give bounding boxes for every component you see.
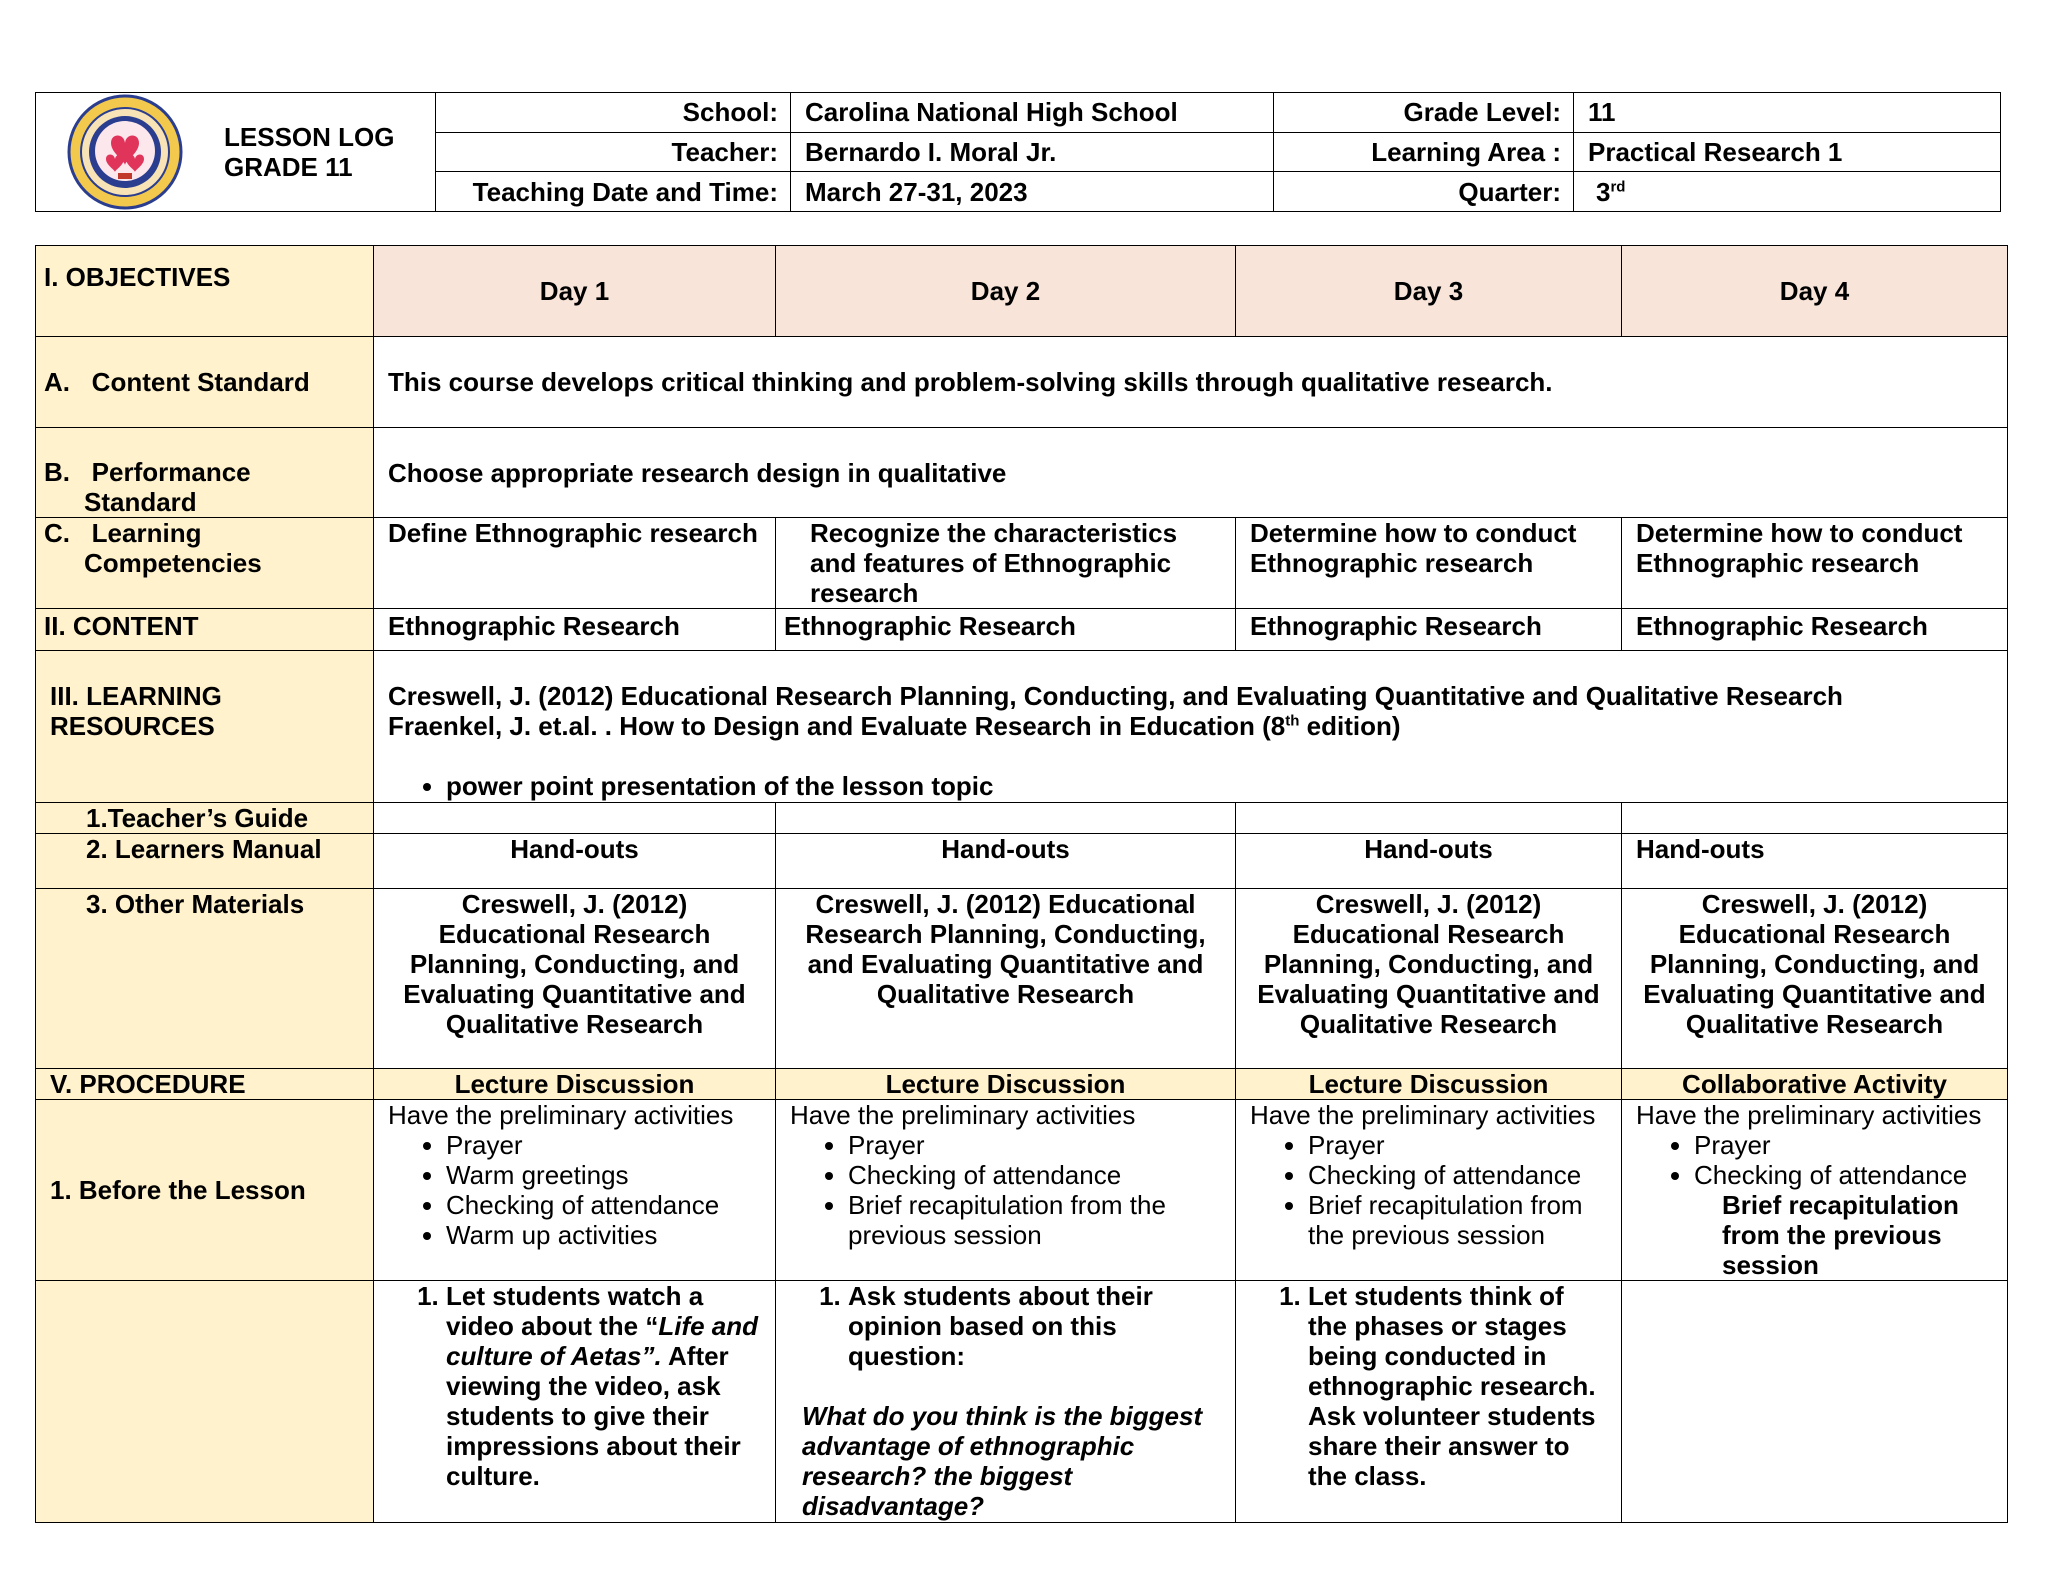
quarter-label: Quarter:: [1274, 172, 1574, 212]
learning-resources-text: [374, 651, 2008, 803]
resource-reference-2-text: Fraenkel, J. et.al. . How to Design and Evaluate Research in Education (8: [388, 711, 1286, 741]
activity-day-2-item: 1. Ask students about their opinion based on this question:: [848, 1281, 1221, 1371]
competency-day-3: Determine how to conduct Ethnographic research: [1236, 518, 1622, 609]
title-line-2: GRADE 11: [224, 152, 353, 182]
teachers-guide-day-1: [374, 803, 776, 834]
teaching-date-label: Teaching Date and Time:: [436, 172, 791, 212]
content-day-2: Ethnographic Research: [776, 609, 1236, 651]
competency-day-2: Recognize the characteristics and features of Ethnographic research: [776, 518, 1236, 609]
before-lesson-day-1-item: • Prayer: [446, 1130, 761, 1160]
teachers-guide-row: [36, 803, 2008, 834]
procedure-label: V. PROCEDURE: [36, 1069, 374, 1100]
quarter-number: 3: [1596, 176, 1611, 207]
learners-manual-day-4: Hand-outs: [1622, 834, 2008, 889]
header-table: [35, 92, 2001, 212]
procedure-day-4: Collaborative Activity: [1622, 1069, 2008, 1100]
quarter-value: [1574, 172, 2001, 212]
activity-day-2: [776, 1281, 1236, 1523]
day-4-header: Day 4: [1622, 246, 2008, 337]
procedure-day-2: Lecture Discussion: [776, 1069, 1236, 1100]
title-line-1: LESSON LOG: [224, 122, 395, 152]
procedure-day-3: Lecture Discussion: [1236, 1069, 1622, 1100]
before-lesson-day-4-item: • Prayer: [1694, 1130, 1993, 1160]
day-3-header: Day 3: [1236, 246, 1622, 337]
learning-area-label: Learning Area :: [1274, 132, 1574, 172]
learning-resources-label: [36, 651, 374, 803]
activity-day-2-question: What do you think is the biggest advantage of ethnographic research? the biggest disadvantage?: [802, 1401, 1203, 1521]
performance-standard-letter: B.: [44, 457, 70, 487]
performance-standard-label: [36, 428, 374, 518]
performance-standard-label-line1: Performance: [91, 457, 251, 487]
before-lesson-intro-day-2: Have the preliminary activities: [790, 1100, 1136, 1130]
other-materials-day-2: Creswell, J. (2012) Educational Research Planning, Conducting, and Evaluating Quantitative and Qualitative Research: [776, 889, 1236, 1069]
other-materials-day-1: Creswell, J. (2012) Educational Research Planning, Conducting, and Evaluating Quantitative and Qualitative Research: [374, 889, 776, 1069]
teachers-guide-day-2: [776, 803, 1236, 834]
other-materials-label: 3. Other Materials: [36, 889, 374, 1069]
content-day-1: Ethnographic Research: [374, 609, 776, 651]
before-lesson-day-3-item: • Prayer: [1308, 1130, 1607, 1160]
procedure-day-1: Lecture Discussion: [374, 1069, 776, 1100]
learners-manual-label: 2. Learners Manual: [36, 834, 374, 889]
header-title-cell: [36, 93, 436, 212]
activity-day-3-item: 1. Let students think of the phases or stages being conducted in ethnographic research. Ask volunteer students share their answer to the class.: [1308, 1281, 1607, 1491]
resource-bullet: • power point presentation of the lesson topic: [446, 771, 1993, 801]
day-2-header: Day 2: [776, 246, 1236, 337]
performance-standard-label-line2: Standard: [84, 487, 197, 517]
school-value: Carolina National High School: [791, 93, 1274, 133]
activity-label: [36, 1281, 374, 1523]
before-lesson-day-4-recap: Brief recapitulation from the previous session: [1722, 1190, 1959, 1280]
learners-manual-day-3: Hand-outs: [1236, 834, 1622, 889]
content-label: II. CONTENT: [36, 609, 374, 651]
content-day-3: Ethnographic Research: [1236, 609, 1622, 651]
resource-reference-2-sup: th: [1285, 712, 1300, 730]
before-lesson-day-1-item: • Warm greetings: [446, 1160, 761, 1190]
quarter-suffix: rd: [1610, 178, 1626, 195]
activity-day-4: [1622, 1281, 2008, 1523]
content-standard-row: [36, 337, 2008, 428]
competency-day-1: Define Ethnographic research: [374, 518, 776, 609]
learners-manual-row: [36, 834, 2008, 889]
before-lesson-day-3: [1236, 1100, 1622, 1281]
content-day-4: Ethnographic Research: [1622, 609, 2008, 651]
learning-resources-label-line1: III. LEARNING: [50, 681, 222, 711]
before-lesson-day-2: [776, 1100, 1236, 1281]
before-lesson-intro-day-4: Have the preliminary activities: [1636, 1100, 1982, 1130]
learning-competencies-letter: C.: [44, 518, 70, 548]
other-materials-day-3: Creswell, J. (2012) Educational Research Planning, Conducting, and Evaluating Quantitative and Qualitative Research: [1236, 889, 1622, 1069]
teachers-guide-label: 1.Teacher’s Guide: [36, 803, 374, 834]
other-materials-day-4: Creswell, J. (2012) Educational Research Planning, Conducting, and Evaluating Quantitative and Qualitative Research: [1622, 889, 2008, 1069]
objectives-label: I. OBJECTIVES: [36, 246, 374, 337]
content-standard-text: This course develops critical thinking and problem-solving skills through qualitative research.: [374, 337, 2008, 428]
teacher-value: Bernardo I. Moral Jr.: [791, 132, 1274, 172]
other-materials-row: [36, 889, 2008, 1069]
teachers-guide-day-4: [1622, 803, 2008, 834]
before-lesson-row: [36, 1100, 2008, 1281]
procedure-row: [36, 1069, 2008, 1100]
resource-reference-2: [388, 711, 1993, 741]
learners-manual-day-1: Hand-outs: [374, 834, 776, 889]
grade-level-value: 11: [1574, 93, 2001, 133]
day-1-header: Day 1: [374, 246, 776, 337]
school-label: School:: [436, 93, 791, 133]
activity-row: [36, 1281, 2008, 1523]
before-lesson-day-1-item: • Checking of attendance: [446, 1190, 761, 1220]
before-lesson-day-4-item: • Checking of attendance: [1694, 1160, 1993, 1190]
teachers-guide-day-3: [1236, 803, 1622, 834]
lesson-log-title: [224, 122, 394, 182]
before-lesson-day-2-item: • Checking of attendance: [848, 1160, 1221, 1190]
content-standard-letter: A.: [44, 367, 70, 397]
teacher-label: Teacher:: [436, 132, 791, 172]
before-lesson-day-3-item: • Brief recapitulation from the previous session: [1308, 1190, 1607, 1250]
learning-competencies-label: [36, 518, 374, 609]
before-lesson-label: 1. Before the Lesson: [36, 1100, 374, 1281]
school-division-logo: [66, 93, 184, 211]
teaching-date-value: March 27-31, 2023: [791, 172, 1274, 212]
content-row: [36, 609, 2008, 651]
resource-reference-2-end: edition): [1299, 711, 1401, 741]
activity-day-1-item: [446, 1281, 761, 1491]
content-standard-text-label: Content Standard: [91, 367, 310, 397]
before-lesson-day-3-item: • Checking of attendance: [1308, 1160, 1607, 1190]
activity-day-1-italic: Life and culture of Aetas”.: [446, 1311, 759, 1371]
before-lesson-day-2-item: • Brief recapitulation from the previous session: [848, 1190, 1221, 1250]
learning-competencies-row: [36, 518, 2008, 609]
learning-area-value: Practical Research 1: [1574, 132, 2001, 172]
activity-day-1-text-a: Let students watch a video about the “: [446, 1281, 704, 1341]
lesson-log-table: [35, 245, 2008, 1523]
activity-day-3: [1236, 1281, 1622, 1523]
performance-standard-text: Choose appropriate research design in qualitative: [374, 428, 2008, 518]
objectives-row: [36, 246, 2008, 337]
learning-resources-row: [36, 651, 2008, 803]
before-lesson-day-4: [1622, 1100, 2008, 1281]
learning-competencies-label-line2: Competencies: [84, 548, 262, 578]
before-lesson-day-2-item: • Prayer: [848, 1130, 1221, 1160]
learners-manual-day-2: Hand-outs: [776, 834, 1236, 889]
resource-reference-1: Creswell, J. (2012) Educational Research Planning, Conducting, and Evaluating Quantitative and Qualitative Research: [388, 681, 1843, 711]
content-standard-label: [36, 337, 374, 428]
activity-day-1: [374, 1281, 776, 1523]
activity-day-1-text-b: After viewing the video, ask students to give their impressions about their culture.: [446, 1341, 741, 1491]
learning-competencies-label-line1: Learning: [91, 518, 202, 548]
before-lesson-day-1: [374, 1100, 776, 1281]
before-lesson-day-1-item: • Warm up activities: [446, 1220, 761, 1250]
grade-level-label: Grade Level:: [1274, 93, 1574, 133]
performance-standard-row: [36, 428, 2008, 518]
before-lesson-intro-day-1: Have the preliminary activities: [388, 1100, 734, 1130]
before-lesson-intro-day-3: Have the preliminary activities: [1250, 1100, 1596, 1130]
competency-day-4: Determine how to conduct Ethnographic research: [1622, 518, 2008, 609]
learning-resources-label-line2: RESOURCES: [50, 711, 215, 741]
